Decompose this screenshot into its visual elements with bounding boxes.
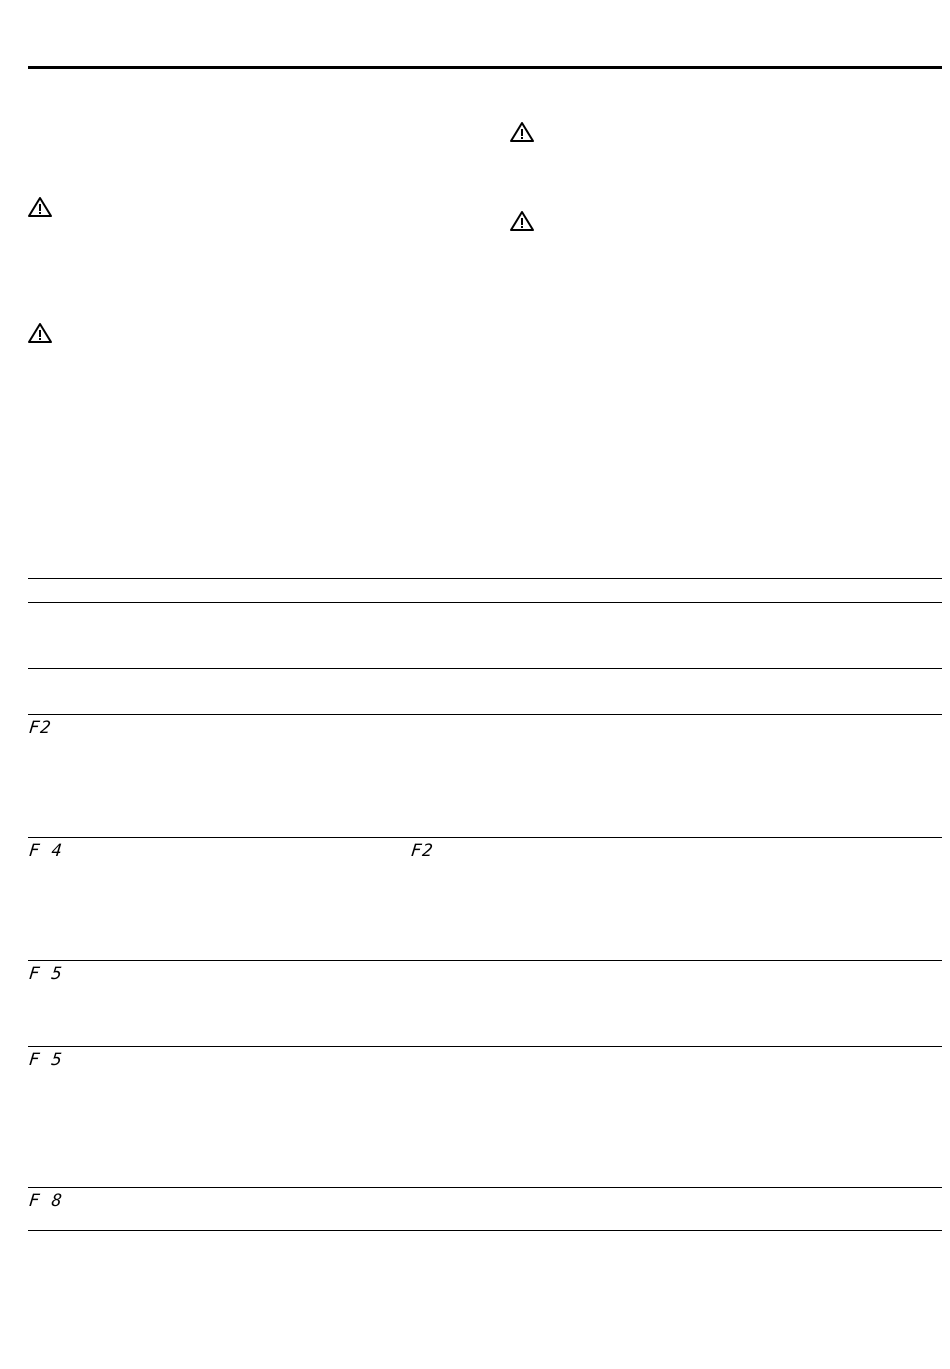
fault-code: F 5 <box>27 1050 64 1070</box>
table-rule <box>28 960 942 961</box>
table-rule <box>28 578 942 579</box>
warning-triangle-icon <box>509 121 535 143</box>
table-rule <box>28 1187 942 1188</box>
fault-code: F2 <box>27 718 53 738</box>
table-rule <box>28 1230 942 1231</box>
table-rule <box>28 714 942 715</box>
fault-code: F 5 <box>27 964 64 984</box>
fault-code: F 4 <box>27 841 64 861</box>
table-rule <box>28 837 942 838</box>
table-rule <box>28 602 942 603</box>
table-rule <box>28 1046 942 1047</box>
table-rule <box>28 668 942 669</box>
warning-triangle-icon <box>27 322 53 344</box>
header-rule <box>28 66 942 69</box>
warning-triangle-icon <box>509 210 535 232</box>
fault-cause-code: F2 <box>409 841 435 861</box>
warning-triangle-icon <box>27 196 53 218</box>
fault-code: F 8 <box>27 1191 64 1211</box>
